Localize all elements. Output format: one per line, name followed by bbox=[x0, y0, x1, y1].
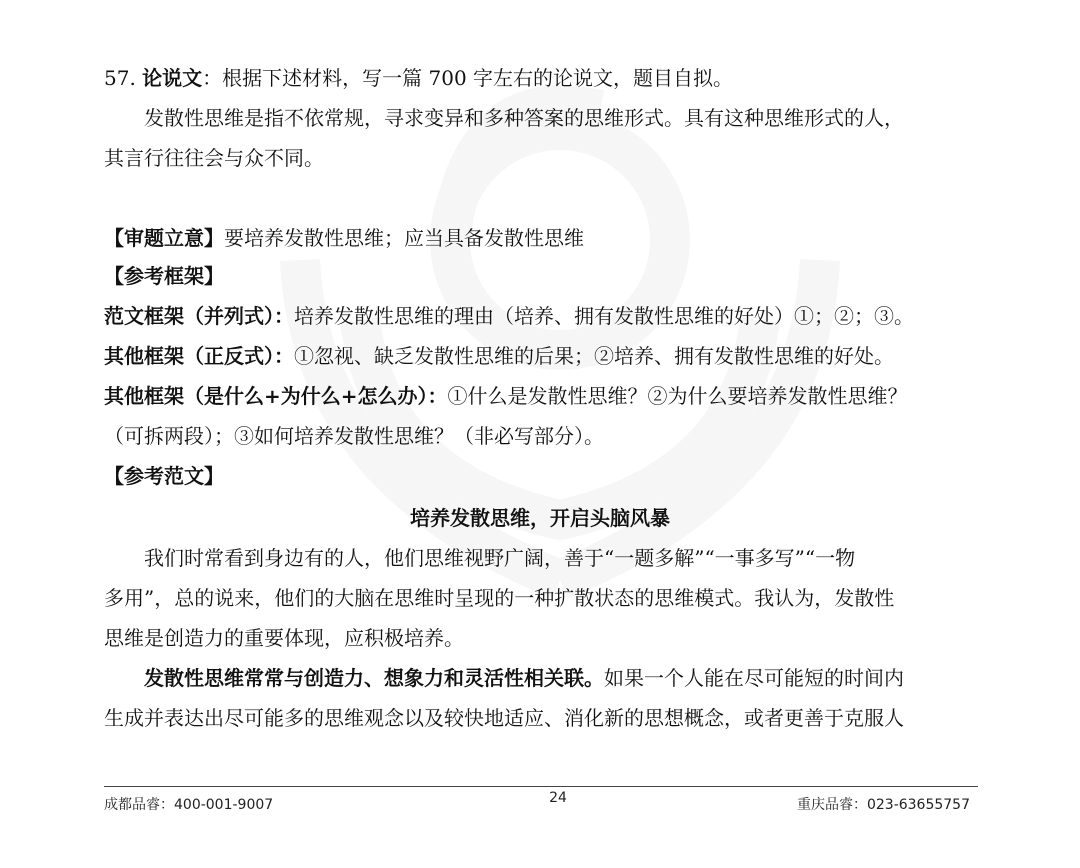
footer-right-contact: 重庆品睿：023-63655757 bbox=[796, 797, 970, 813]
framework-3-label: 其他框架（是什么+为什么+怎么办）： bbox=[104, 384, 448, 408]
framework-2 bbox=[104, 342, 980, 370]
framework-3-text: ①什么是发散性思维？②为什么要培养发散性思维？ bbox=[447, 384, 908, 408]
footer-left-contact: 成都品睿：400-001-9007 bbox=[104, 797, 274, 813]
essay-p1-line-3: 思维是创造力的重要体现，应积极培养。 bbox=[104, 626, 464, 650]
material-line-2: 其言行往往会与众不同。 bbox=[104, 146, 324, 170]
footer-divider bbox=[104, 786, 978, 787]
framework-2-text: ①忽视、缺乏发散性思维的后果；②培养、拥有发散性思维的好处。 bbox=[294, 344, 894, 368]
essay-p2-line-2: 生成并表达出尽可能多的思维观念以及较快地适应、消化新的思想概念，或者更善于克服人 bbox=[104, 706, 904, 730]
question-label: 论说文 bbox=[142, 66, 203, 90]
question-number: 57. bbox=[104, 66, 136, 90]
essay-p2-line-1-rest: 如果一个人能在尽可能短的时间内 bbox=[604, 666, 904, 690]
essay-p2-topic-sentence: 发散性思维常常与创造力、想象力和灵活性相关联。 bbox=[144, 666, 604, 690]
framework-1-text: 培养发散性思维的理由（培养、拥有发散性思维的好处）①；②；③。 bbox=[294, 304, 914, 328]
framework-1 bbox=[104, 302, 980, 330]
framework-3 bbox=[104, 382, 980, 410]
essay-heading: 【参考范文】 bbox=[104, 464, 224, 488]
theme-label: 【审题立意】 bbox=[104, 226, 224, 250]
page-number: 24 bbox=[549, 790, 567, 806]
framework-2-label: 其他框架（正反式）： bbox=[104, 344, 294, 368]
essay-p1-line-1: 我们时常看到身边有的人，他们思维视野广阔，善于“一题多解”“一事多写”“一物 bbox=[144, 546, 856, 570]
question-prompt: ：根据下述材料，写一篇 700 字左右的论说文，题目自拟。 bbox=[202, 66, 734, 90]
theme-line bbox=[104, 224, 980, 252]
framework-heading: 【参考框架】 bbox=[104, 264, 224, 288]
essay-p1-line-2: 多用”，总的说来，他们的大脑在思维时呈现的一种扩散状态的思维模式。我认为，发散性 bbox=[104, 586, 895, 610]
material-line-1: 发散性思维是指不依常规，寻求变异和多种答案的思维形式。具有这种思维形式的人， bbox=[144, 106, 904, 130]
essay-title: 培养发散思维，开启头脑风暴 bbox=[410, 506, 670, 530]
framework-3-continued: （可拆两段）；③如何培养发散性思维？（非必写部分）。 bbox=[104, 424, 604, 448]
essay-p2-line-1 bbox=[144, 664, 1020, 692]
theme-text: 要培养发散性思维；应当具备发散性思维 bbox=[224, 226, 584, 250]
framework-1-label: 范文框架（并列式）： bbox=[104, 304, 294, 328]
question-line bbox=[104, 64, 980, 92]
